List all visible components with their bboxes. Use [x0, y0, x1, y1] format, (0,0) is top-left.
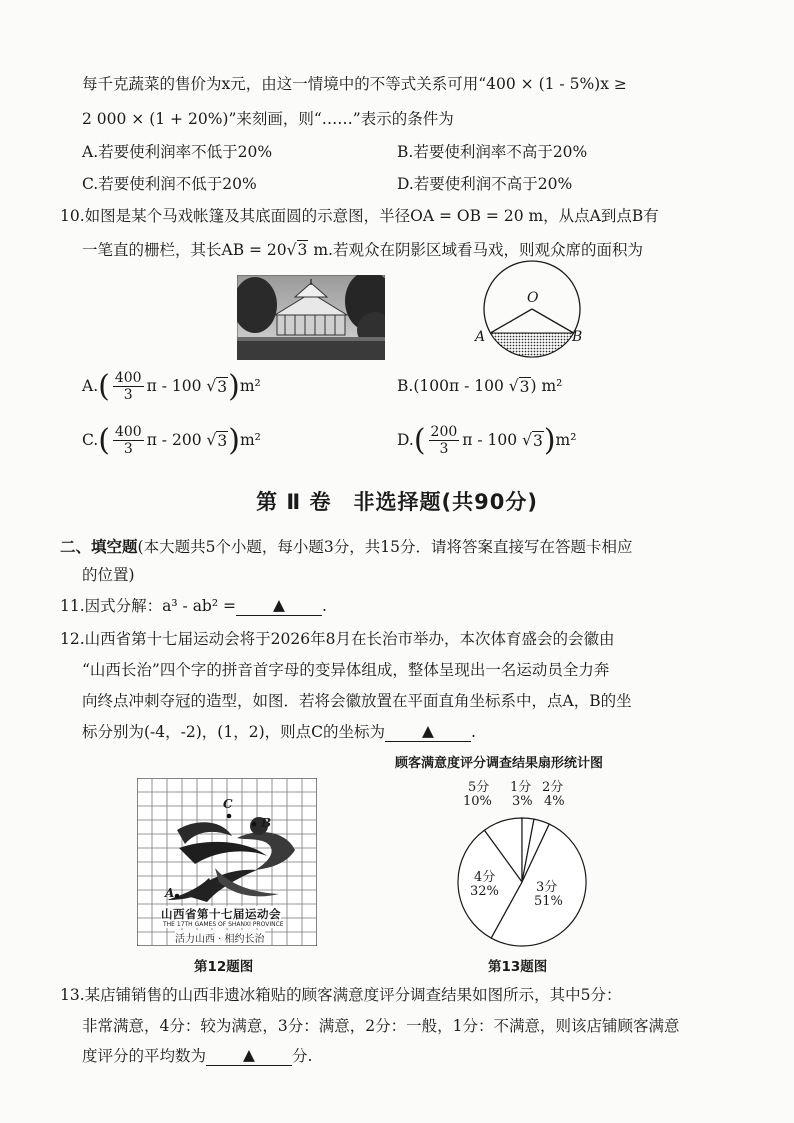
q10-option-a-num: 400: [114, 369, 142, 386]
q10-option-c-unit: m²: [239, 431, 261, 449]
pie-pct-5: 10%: [463, 794, 492, 809]
pie-pct-2: 4%: [544, 794, 565, 809]
pie-pct-1: 3%: [512, 794, 533, 809]
q9-line2: 2 000 × (1 + 20%)”来刻画，则“……”表示的条件为: [82, 110, 454, 128]
q9-option-a: A.若要使利润率不低于20%: [82, 143, 273, 161]
q10-line2-rest: m.若观众在阴影区域看马戏，则观众席的面积为: [308, 241, 643, 259]
fig12-caption: 第12题图: [194, 959, 254, 975]
label-a: A: [475, 329, 486, 345]
q10-option-c-rad: 3: [217, 431, 228, 450]
q10-option-a-rad: 3: [217, 377, 228, 396]
q12-line1: 12.山西省第十七届运动会将于2026年8月在长治市举办，本次体育盛会的会徽由: [60, 630, 615, 648]
q11: [60, 596, 327, 617]
q10-option-a-den: 3: [123, 386, 133, 403]
emblem-figure: [137, 778, 317, 946]
q12-end: .: [470, 723, 476, 741]
q10-line2: 一笔直的栅栏，其长AB = 20√3 m.若观众在阴影区域看马戏，则观众席的面积为: [82, 241, 643, 259]
q13-line3-end: 分.: [292, 1047, 313, 1065]
q10-option-d-num: 200: [430, 423, 458, 440]
emblem-title: 山西省第十七届运动会: [161, 907, 281, 921]
q10-option-d-unit: m²: [555, 431, 577, 449]
q10-option-a-unit: m²: [239, 377, 261, 395]
tent-photo-icon: [237, 275, 385, 360]
circle-diagram: [470, 260, 600, 365]
q13-line2: 非常满意，4分：较为满意，3分：满意，2分：一般，1分：不满意，则该店铺顾客满意: [82, 1017, 680, 1035]
q10-option-d-letter: D.: [397, 431, 414, 449]
label-b: B: [572, 329, 583, 345]
q10-option-c-mid: π - 200: [146, 431, 202, 449]
q11-answer-blank: ▲: [236, 595, 322, 616]
pie-chart-title: 顾客满意度评分调查结果扇形统计图: [395, 756, 604, 771]
q13-answer-blank: ▲: [206, 1045, 292, 1066]
q10-option-c-den: 3: [123, 440, 133, 457]
fill-blank-heading-note2: 的位置): [82, 566, 135, 584]
q10-option-d-den: 3: [439, 440, 449, 457]
q10-option-b-text: B.(100π - 100: [397, 377, 504, 395]
q10-option-d-rad: 3: [532, 431, 543, 450]
emblem-subtitle: THE 17TH GAMES OF SHANXI PROVINCE: [163, 921, 284, 928]
q12-line4-text: 标分别为(-4，-2)，(1，2)，则点C的坐标为: [82, 723, 385, 741]
pie-label-3: 3分: [536, 880, 558, 895]
q10-option-a: A. ( $\frac{400}{3}$ π - 100 √ 3 ) m²: [82, 368, 261, 404]
q9-option-c: C.若要使利润不低于20%: [82, 175, 257, 193]
q11-text: 11.因式分解：a³ - ab² =: [60, 597, 236, 615]
pie-label-1: 1分: [510, 780, 532, 795]
circle-segment-icon: [470, 260, 600, 365]
circus-tent-photo: [237, 275, 385, 360]
q12-line3: 向终点冲刺夺冠的造型，如图．若将会徽放置在平面直角坐标系中，点A，B的坐: [82, 692, 632, 710]
pie-label-4: 4分: [474, 870, 496, 885]
q13-line1: 13.某店铺销售的山西非遗冰箱贴的顾客满意度评分调查结果如图所示，其中5分：: [60, 986, 622, 1004]
q13-line3-text: 度评分的平均数为: [82, 1047, 207, 1065]
fig13-caption: 第13题图: [488, 959, 548, 975]
q9-line1: 每千克蔬菜的售价为x元，由这一情境中的不等式关系可用“400 × (1 - 5%)x ≥: [82, 75, 627, 93]
emblem-label-b: B: [261, 816, 272, 830]
pie-label-2: 2分: [542, 780, 564, 795]
fill-blank-heading-note: (本大题共5个小题，每小题3分，共15分．请将答案直接写在答题卡相应: [137, 538, 633, 556]
q9-option-b: B.若要使利润率不高于20%: [397, 143, 588, 161]
label-o: O: [527, 290, 539, 306]
emblem-label-a: A: [165, 886, 175, 900]
fill-blank-heading-title: 二、填空题: [60, 538, 138, 556]
q10-option-b-unit: ) m²: [530, 377, 563, 395]
q10-line1: 10.如图是某个马戏帐篷及其底面圆的示意图，半径OA = OB = 20 m，从点A到点B有: [60, 207, 659, 225]
q10-option-a-letter: A.: [82, 377, 99, 395]
q10-option-d: D. ( $\frac{200}{3}$ π - 100 √ 3 ) m²: [397, 422, 577, 458]
emblem-slogan: 活力山西 · 相约长治: [175, 930, 265, 945]
q12-line2: “山西长治”四个字的拼音首字母的变异体组成，整体呈现出一名运动员全力奔: [82, 661, 610, 679]
fill-blank-heading: [60, 537, 633, 557]
pie-chart: [440, 770, 610, 950]
q10-sqrt3: 3: [297, 241, 308, 259]
q11-end: .: [322, 597, 327, 615]
pie-pct-4: 32%: [470, 884, 499, 899]
q10-option-c-num: 400: [114, 423, 142, 440]
q10-option-c-letter: C.: [82, 431, 99, 449]
q10-option-c: C. ( $\frac{400}{3}$ π - 200 √ 3 ) m²: [82, 422, 261, 458]
emblem-label-c: C: [223, 797, 233, 811]
q10-option-a-mid: π - 100: [146, 377, 202, 395]
q12-answer-blank: ▲: [385, 721, 471, 742]
q13-line3: [82, 1046, 312, 1067]
pie-pct-3: 51%: [534, 894, 563, 909]
q10-option-b: B.(100π - 100 √ 3 ) m²: [397, 377, 563, 396]
q10-ab-length: 一笔直的栅栏，其长AB = 20: [82, 241, 287, 259]
q9-option-d: D.若要使利润不高于20%: [397, 175, 573, 193]
q10-option-b-rad: 3: [519, 377, 530, 396]
q12-line4: [82, 722, 476, 743]
q10-option-d-mid: π - 100: [462, 431, 518, 449]
pie-label-5: 5分: [468, 780, 490, 795]
section-title: 第 Ⅱ 卷 非选择题(共90分): [256, 490, 538, 514]
